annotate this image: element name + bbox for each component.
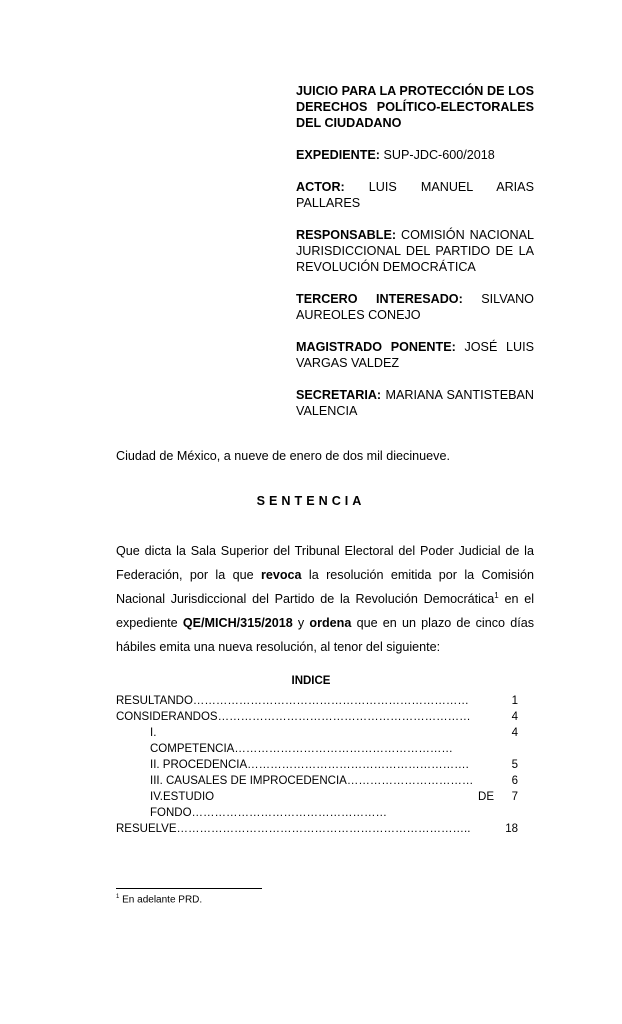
body-text-3: en el expediente — [116, 592, 534, 630]
toc-entry-de: DE — [478, 791, 494, 803]
toc-row[interactable] — [116, 757, 534, 773]
toc-row[interactable] — [116, 821, 534, 837]
index-title: INDICE — [291, 675, 331, 687]
toc-row[interactable] — [116, 773, 534, 789]
tercero-line — [296, 291, 534, 323]
toc-row[interactable] — [116, 741, 534, 757]
toc-page: 4 — [511, 727, 518, 739]
magistrado-line — [296, 339, 534, 371]
footnote-divider — [116, 888, 262, 889]
responsable-value: COMISIÓN NACIONAL JURISDICCIONAL DEL PARTIDO DE LA REVOLUCIÓN DEMOCRÁTICA — [296, 228, 534, 274]
city-date: Ciudad de México, a nueve de enero de dos mil diecinueve. — [116, 449, 450, 463]
opening-paragraph — [116, 539, 534, 659]
toc-entry: II. PROCEDENCIA…………………………………………………. — [150, 759, 469, 771]
responsable-label: RESPONSABLE: — [296, 228, 397, 242]
actor-value: LUIS MANUEL ARIAS PALLARES — [296, 180, 534, 210]
footnote-ref[interactable]: 1 — [494, 590, 499, 600]
footnote-mark: 1 — [116, 894, 120, 900]
footnote — [116, 894, 202, 905]
toc-page: 18 — [505, 823, 518, 835]
actor-line — [296, 179, 534, 211]
secretaria-value: MARIANA SANTISTEBAN VALENCIA — [296, 388, 534, 418]
toc-entry: FONDO…………………………………………… — [150, 807, 388, 819]
sentencia-title: SENTENCIA — [256, 494, 366, 508]
table-of-contents — [116, 693, 534, 837]
toc-entry: RESUELVE………………………………………………………………….. — [116, 823, 471, 835]
secretaria-label: SECRETARIA: — [296, 388, 382, 402]
toc-entry: CONSIDERANDOS………………………………………………………… — [116, 711, 471, 723]
toc-page: 5 — [511, 759, 518, 771]
toc-entry: COMPETENCIA………………………………………………… — [150, 743, 453, 755]
actor-label: ACTOR: — [296, 180, 345, 194]
case-header — [296, 83, 534, 435]
body-text-4: y — [292, 616, 310, 630]
expediente-label: EXPEDIENTE: — [296, 148, 380, 162]
toc-entry: IV.ESTUDIO — [150, 791, 215, 803]
secretaria-line — [296, 387, 534, 419]
revoca-keyword: revoca — [260, 568, 302, 582]
tercero-label: TERCERO INTERESADO: — [296, 292, 463, 306]
toc-page: 4 — [511, 711, 518, 723]
responsable-line — [296, 227, 534, 275]
expediente-line — [296, 147, 534, 163]
toc-row[interactable] — [116, 725, 534, 741]
body-text-5: que en un plazo de cinco días hábiles emita una nueva resolución, al tenor del siguiente: — [116, 616, 535, 654]
body-text-2: la resolución emitida por la Comisión Nacional Jurisdiccional del Partido de la Revolución Democrática — [116, 568, 534, 606]
footnote-text: En adelante PRD. — [119, 894, 203, 906]
magistrado-label: MAGISTRADO PONENTE: — [296, 340, 456, 354]
expediente-value: SUP-JDC-600/2018 — [379, 148, 495, 162]
ordena-keyword: ordena — [309, 616, 352, 630]
expediente-number: QE/MICH/315/2018 — [182, 616, 293, 630]
toc-row[interactable] — [116, 789, 534, 805]
toc-entry: III. CAUSALES DE IMPROCEDENCIA…………………………… — [150, 775, 474, 787]
toc-page: 1 — [511, 695, 518, 707]
toc-row[interactable] — [116, 693, 534, 709]
toc-entry: RESULTANDO……………………………………………………………… — [116, 695, 469, 707]
tercero-value: SILVANO AUREOLES CONEJO — [296, 292, 534, 322]
toc-page: 7 — [511, 791, 518, 803]
toc-entry: I. — [150, 727, 157, 739]
toc-row[interactable] — [116, 805, 534, 821]
magistrado-value: JOSÉ LUIS VARGAS VALDEZ — [296, 340, 535, 370]
body-text-1: Que dicta la Sala Superior del Tribunal Electoral del Poder Judicial de la Federación, por la que — [116, 544, 534, 582]
toc-page: 6 — [511, 775, 518, 787]
toc-row[interactable] — [116, 709, 534, 725]
case-type-title: JUICIO PARA LA PROTECCIÓN DE LOS DERECHOS POLÍTICO-ELECTORALES DEL CIUDADANO — [296, 84, 534, 130]
